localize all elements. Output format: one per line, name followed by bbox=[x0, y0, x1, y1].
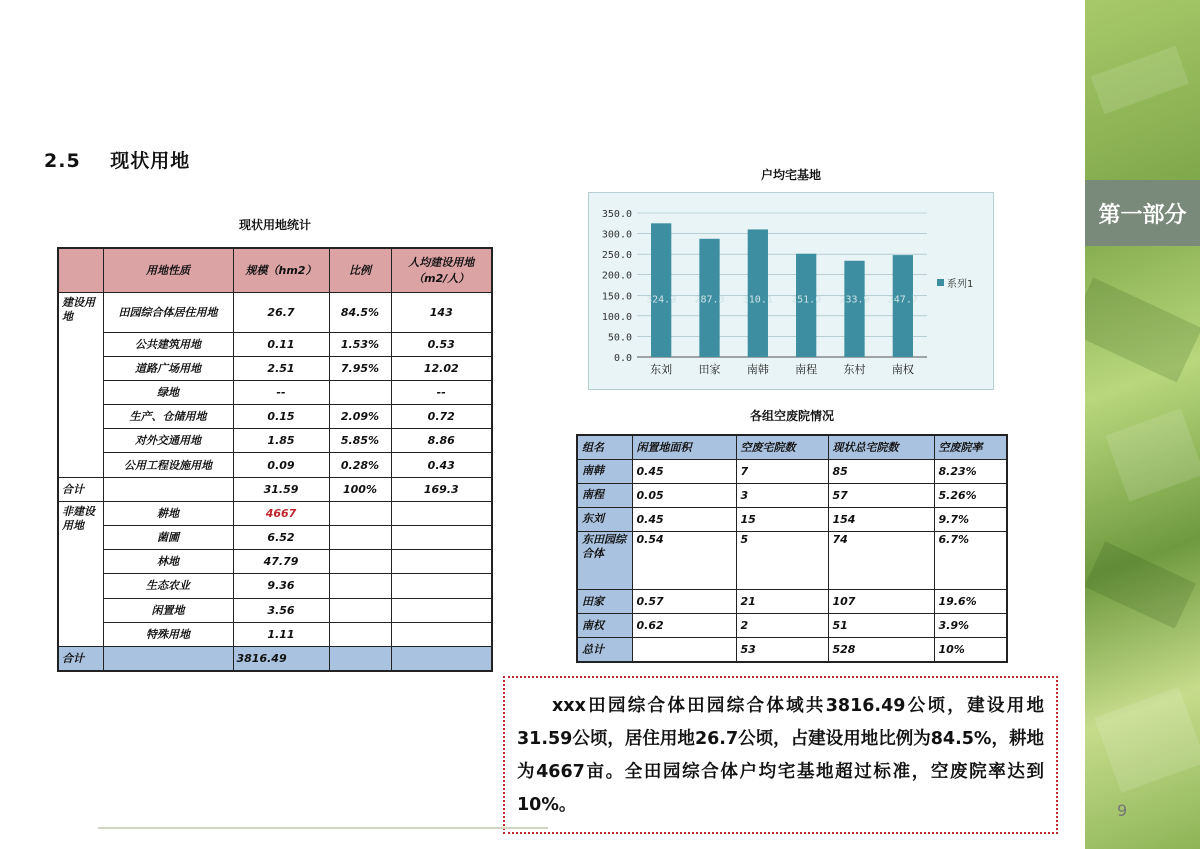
scale-cell: 0.15 bbox=[233, 405, 329, 429]
header-cell: 用地性质 bbox=[103, 248, 233, 292]
scale-cell: 4667 bbox=[233, 501, 329, 525]
ratio-cell bbox=[329, 380, 391, 404]
rate-cell: 19.6% bbox=[934, 590, 1007, 614]
rate-cell: 10% bbox=[934, 638, 1007, 662]
summary-box bbox=[503, 676, 1058, 834]
rate-cell: 5.26% bbox=[934, 483, 1007, 507]
table-row bbox=[58, 526, 492, 550]
type-cell: 林地 bbox=[103, 550, 233, 574]
header-cell: 人均建设用地（m2/人） bbox=[391, 248, 492, 292]
bar bbox=[748, 229, 768, 357]
area-cell: 0.57 bbox=[632, 590, 736, 614]
header-cell: 规模（hm2） bbox=[233, 248, 329, 292]
scale-cell: 0.11 bbox=[233, 332, 329, 356]
per-capita-cell: 12.02 bbox=[391, 356, 492, 380]
table-row bbox=[58, 453, 492, 477]
scale-cell: 1.11 bbox=[233, 622, 329, 646]
section-number: 2.5 bbox=[44, 150, 81, 172]
area-cell: 0.45 bbox=[632, 459, 736, 483]
scale-cell: 6.52 bbox=[233, 526, 329, 550]
legend-label: 系列1 bbox=[947, 279, 974, 290]
y-tick-label: 50.0 bbox=[607, 332, 632, 344]
type-cell: 公用工程设施用地 bbox=[103, 453, 233, 477]
ratio-cell: 7.95% bbox=[329, 356, 391, 380]
header-cell: 比例 bbox=[329, 248, 391, 292]
category-cell: 建设用地 bbox=[58, 292, 103, 477]
decorative-farmland-strip bbox=[1085, 0, 1200, 849]
type-cell: 对外交通用地 bbox=[103, 429, 233, 453]
y-tick-label: 100.0 bbox=[601, 311, 632, 323]
area-cell bbox=[632, 638, 736, 662]
per-capita-cell: 143 bbox=[391, 292, 492, 332]
bar-value-label: 287.3 bbox=[694, 294, 725, 306]
bar bbox=[893, 255, 913, 357]
table-row bbox=[58, 574, 492, 598]
page-title bbox=[44, 146, 190, 173]
table-header-row bbox=[577, 435, 1007, 459]
type-cell: 道路广场用地 bbox=[103, 356, 233, 380]
vacant-cell: 2 bbox=[736, 614, 828, 638]
x-tick-label: 南韩 bbox=[746, 363, 769, 376]
table-row bbox=[58, 501, 492, 525]
ratio-cell: 0.28% bbox=[329, 453, 391, 477]
group-cell: 南权 bbox=[577, 614, 632, 638]
scale-cell: 2.51 bbox=[233, 356, 329, 380]
header-cell: 现状总宅院数 bbox=[828, 435, 934, 459]
type-cell: 菌圃 bbox=[103, 526, 233, 550]
total-row bbox=[577, 638, 1007, 662]
y-tick-label: 200.0 bbox=[601, 270, 632, 282]
per-capita-cell: -- bbox=[391, 380, 492, 404]
table-row bbox=[58, 622, 492, 646]
total-label: 合计 bbox=[58, 646, 103, 670]
total-cell: 154 bbox=[828, 507, 934, 531]
total-cell: 51 bbox=[828, 614, 934, 638]
table-row bbox=[58, 380, 492, 404]
table-row bbox=[58, 332, 492, 356]
y-tick-label: 300.0 bbox=[601, 229, 632, 241]
table-row bbox=[577, 590, 1007, 614]
vacant-cell: 7 bbox=[736, 459, 828, 483]
type-cell: 绿地 bbox=[103, 380, 233, 404]
x-tick-label: 东刘 bbox=[650, 363, 673, 376]
rate-cell: 6.7% bbox=[934, 532, 1007, 590]
area-cell: 0.62 bbox=[632, 614, 736, 638]
scale-cell: 0.09 bbox=[233, 453, 329, 477]
section-tab: 第一部分 bbox=[1085, 180, 1200, 246]
group-cell: 南程 bbox=[577, 483, 632, 507]
table-row bbox=[58, 550, 492, 574]
table-row bbox=[58, 429, 492, 453]
vacancy-table-caption: 各组空废院情况 bbox=[749, 409, 834, 423]
area-cell: 0.05 bbox=[632, 483, 736, 507]
vacant-cell: 5 bbox=[736, 532, 828, 590]
total-cell: 107 bbox=[828, 590, 934, 614]
scale-cell: 9.36 bbox=[233, 574, 329, 598]
table-row bbox=[577, 614, 1007, 638]
header-cell: 空废宅院数 bbox=[736, 435, 828, 459]
table-header-row bbox=[58, 248, 492, 292]
bar bbox=[651, 223, 671, 357]
table-row bbox=[58, 598, 492, 622]
total-cell: 74 bbox=[828, 532, 934, 590]
type-cell: 生态农业 bbox=[103, 574, 233, 598]
bar-value-label: 324.9 bbox=[646, 294, 677, 306]
x-tick-label: 田家 bbox=[698, 363, 721, 376]
bar-chart-frame bbox=[588, 192, 994, 390]
total-cell: 57 bbox=[828, 483, 934, 507]
bar bbox=[796, 254, 816, 357]
vacant-cell: 15 bbox=[736, 507, 828, 531]
total-scale-cell: 3816.49 bbox=[233, 646, 329, 670]
chart-title: 户均宅基地 bbox=[760, 168, 821, 182]
header-cell: 闲置地面积 bbox=[632, 435, 736, 459]
vacant-cell: 3 bbox=[736, 483, 828, 507]
legend-swatch bbox=[937, 279, 944, 286]
subtotal-label: 合计 bbox=[58, 477, 103, 501]
group-cell: 东田园综合体 bbox=[577, 532, 632, 590]
per-capita-cell: 0.53 bbox=[391, 332, 492, 356]
table-row bbox=[58, 356, 492, 380]
area-cell: 0.54 bbox=[632, 532, 736, 590]
summary-text: xxx田园综合体田园综合体域共3816.49公顷，建设用地31.59公顷，居住用地26.7公顷，占建设用地比例为84.5%，耕地为4667亩。全田园综合体户均宅基地超过标准，空废院率达到10%。 bbox=[517, 696, 1044, 815]
group-cell: 田家 bbox=[577, 590, 632, 614]
header-cell: 空废院率 bbox=[934, 435, 1007, 459]
rate-cell: 3.9% bbox=[934, 614, 1007, 638]
type-cell: 公共建筑用地 bbox=[103, 332, 233, 356]
table-row bbox=[58, 292, 492, 332]
y-tick-label: 250.0 bbox=[601, 250, 632, 262]
land-use-table bbox=[57, 247, 493, 672]
table-row bbox=[58, 405, 492, 429]
bar-value-label: 247.7 bbox=[887, 294, 918, 306]
ratio-cell: 84.5% bbox=[329, 292, 391, 332]
page-number: 9 bbox=[1117, 801, 1128, 820]
table-row bbox=[577, 483, 1007, 507]
bar-value-label: 233.9 bbox=[839, 294, 870, 306]
y-tick-label: 150.0 bbox=[601, 291, 632, 303]
footer-divider bbox=[98, 827, 548, 829]
land-table-caption: 现状用地统计 bbox=[238, 218, 311, 232]
table-row bbox=[577, 532, 1007, 590]
per-capita-cell: 0.72 bbox=[391, 405, 492, 429]
type-cell: 生产、仓储用地 bbox=[103, 405, 233, 429]
total-cell: 528 bbox=[828, 638, 934, 662]
vacant-cell: 21 bbox=[736, 590, 828, 614]
scale-cell: 26.7 bbox=[233, 292, 329, 332]
ratio-cell: 100% bbox=[329, 477, 391, 501]
total-row bbox=[58, 646, 492, 670]
scale-cell: 3.56 bbox=[233, 598, 329, 622]
type-cell: 特殊用地 bbox=[103, 622, 233, 646]
scale-cell: 1.85 bbox=[233, 429, 329, 453]
area-cell: 0.45 bbox=[632, 507, 736, 531]
bar bbox=[844, 261, 864, 357]
rate-cell: 9.7% bbox=[934, 507, 1007, 531]
scale-cell: 31.59 bbox=[233, 477, 329, 501]
total-cell: 85 bbox=[828, 459, 934, 483]
per-capita-cell: 0.43 bbox=[391, 453, 492, 477]
group-cell: 南韩 bbox=[577, 459, 632, 483]
subtotal-row bbox=[58, 477, 492, 501]
bar-value-label: 310.1 bbox=[742, 294, 773, 306]
y-tick-label: 0.0 bbox=[613, 353, 632, 364]
ratio-cell: 1.53% bbox=[329, 332, 391, 356]
bar-value-label: 251.0 bbox=[791, 294, 822, 306]
y-tick-label: 350.0 bbox=[601, 209, 632, 220]
vacancy-table bbox=[576, 434, 1008, 663]
x-tick-label: 东村 bbox=[843, 363, 866, 376]
group-cell: 东刘 bbox=[577, 507, 632, 531]
scale-cell: 47.79 bbox=[233, 550, 329, 574]
group-cell: 总计 bbox=[577, 638, 632, 662]
scale-cell: -- bbox=[233, 380, 329, 404]
type-cell: 闲置地 bbox=[103, 598, 233, 622]
table-row bbox=[577, 459, 1007, 483]
section-title: 现状用地 bbox=[110, 150, 191, 172]
type-cell: 耕地 bbox=[103, 501, 233, 525]
rate-cell: 8.23% bbox=[934, 459, 1007, 483]
per-capita-cell: 8.86 bbox=[391, 429, 492, 453]
bar-chart bbox=[589, 193, 995, 391]
category-cell: 非建设用地 bbox=[58, 501, 103, 646]
x-tick-label: 南程 bbox=[795, 363, 818, 376]
table-row bbox=[577, 507, 1007, 531]
type-cell: 田园综合体居住用地 bbox=[103, 292, 233, 332]
ratio-cell: 2.09% bbox=[329, 405, 391, 429]
vacant-cell: 53 bbox=[736, 638, 828, 662]
ratio-cell: 5.85% bbox=[329, 429, 391, 453]
x-tick-label: 南权 bbox=[891, 363, 914, 376]
header-cell: 组名 bbox=[577, 435, 632, 459]
per-capita-cell: 169.3 bbox=[391, 477, 492, 501]
